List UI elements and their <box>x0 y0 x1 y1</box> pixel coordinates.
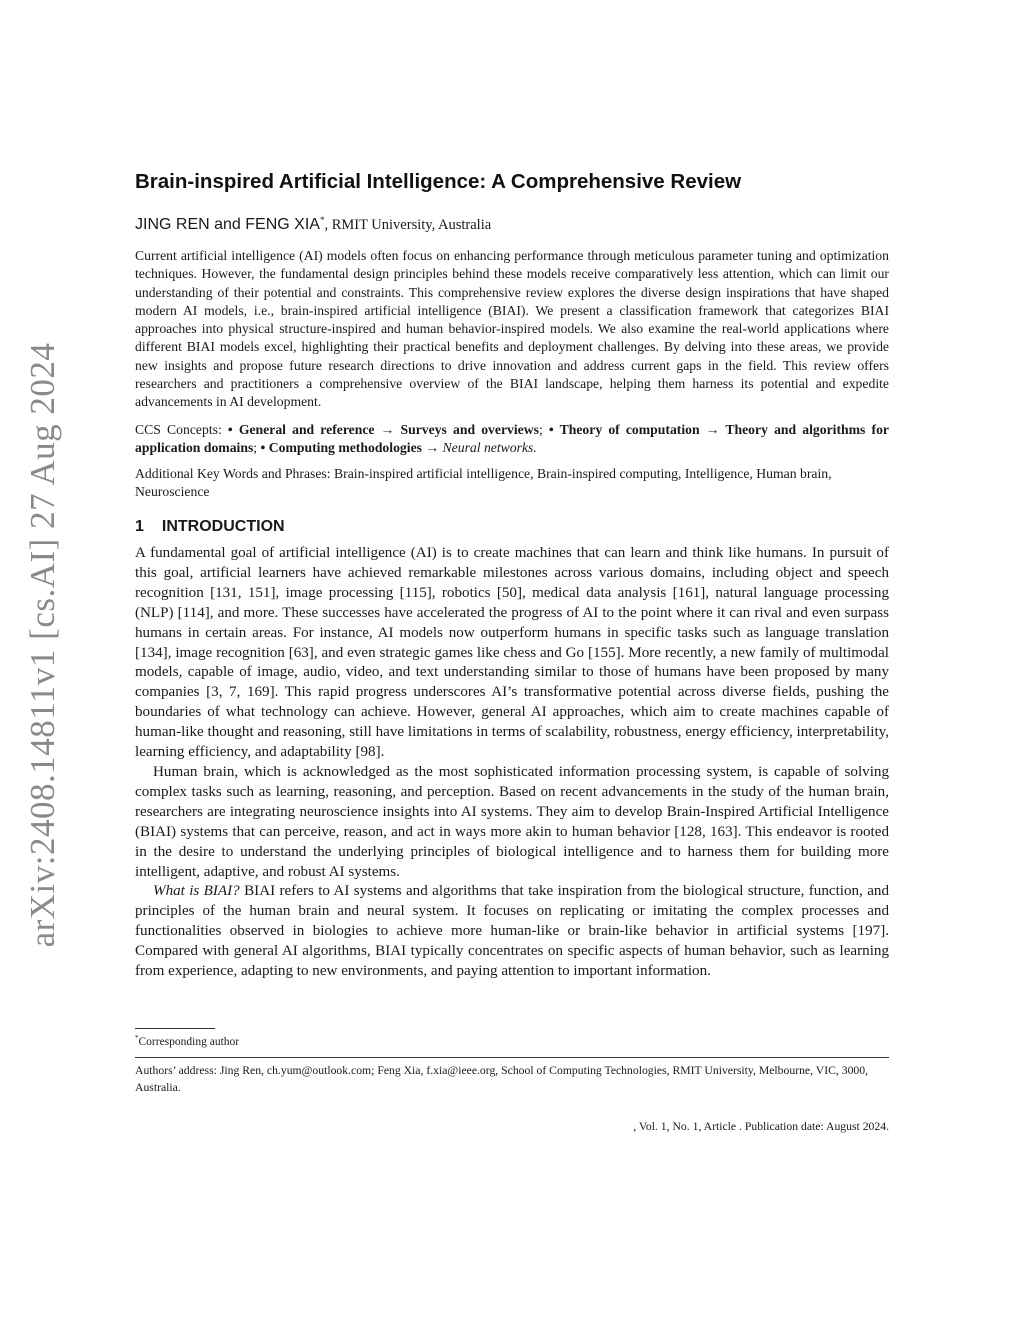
corresponding-mark: * <box>319 215 325 225</box>
author-line <box>135 215 889 234</box>
intro-paragraph-3-text: BIAI refers to AI systems and algorithms that take inspiration from the biological structure, function, and principles of the human brain and neural system. It focuses on replicating or imitating the complex processes and functionalities observed in biologies to achieve more human-like or brain-like behavior in artificial systems [197]. Compared with general AI algorithms, BIAI typically concentrates on specific aspects of human behavior, such as learning from experience, adapting to new environments, and paying attention to important information. <box>135 883 889 980</box>
arxiv-stamp <box>18 342 68 948</box>
ccs-arrow: → <box>374 422 401 437</box>
ccs-separator: ; <box>538 422 549 437</box>
address-rule <box>135 1057 889 1058</box>
ccs-label: CCS Concepts: <box>135 422 228 437</box>
ccs-subconcept-2: Theory and algorithms for application domains <box>135 422 890 456</box>
ccs-concept-2: Theory of computation <box>559 422 700 437</box>
authors-address: Authors’ address: Jing Ren, ch.yum@outlook.com; Feng Xia, f.xia@ieee.org, School of Computing Technologies, RMIT University, Melbourne, VIC, 3000, Australia. <box>135 1064 869 1094</box>
keywords-label: Additional Key Words and Phrases: <box>135 466 334 481</box>
section-title: INTRODUCTION <box>161 518 285 535</box>
section-heading <box>135 518 889 536</box>
section-number: 1 <box>135 518 144 535</box>
ccs-arrow: → <box>699 422 726 437</box>
footnote <box>135 1034 889 1048</box>
introduction-body <box>135 544 889 982</box>
author-affiliation: , RMIT University, Australia <box>324 217 492 234</box>
ccs-bullet: • <box>260 440 269 456</box>
paper-title: Brain-inspired Artificial Intelligence: A Comprehensive Review <box>135 170 742 193</box>
keywords-text: Brain-inspired artificial intelligence, Brain-inspired computing, Intelligence, Human brain, Neuroscience <box>135 466 832 500</box>
ccs-separator: ; <box>253 440 261 456</box>
ccs-arrow: → <box>421 440 443 456</box>
ccs-concept-3: Computing methodologies <box>268 440 422 456</box>
author-names: JING REN and FENG XIA <box>135 216 320 234</box>
arxiv-stamp-text: arXiv:2408.14811v1 [cs.AI] 27 Aug 2024 <box>23 342 62 948</box>
footnote-rule <box>135 1028 215 1029</box>
ccs-concepts <box>135 421 889 458</box>
ccs-subconcept-1: Surveys and overviews <box>400 422 539 437</box>
ccs-subconcept-3: Neural networks. <box>442 440 537 456</box>
paragraph-lead-in: What is BIAI? <box>153 883 240 900</box>
ccs-bullet: • <box>227 422 239 437</box>
intro-paragraph-1: A fundamental goal of artificial intelligence (AI) is to create machines that can learn and think like humans. In pursuit of this goal, artificial learners have achieved remarkable milestones across various domains, including object and speech recognition [131, 151], image processing [115], robotics [50], medical data analysis [161], natural language processing (NLP) [114], and more. These successes have accelerated the progress of AI to the point where it can rival and even surpass humans in certain areas. For instance, AI models now outperform humans in specific tasks such as language translation [134], image recognition [63], and even strategic games like chess and Go [155]. More recently, a new family of multimodal models, capable of image, audio, video, and text understanding similar to those of humans have been proposed by many companies [3, 7, 169]. This rapid progress underscores AI’s transformative potential across diverse fields, pushing the boundaries of what technology can achieve. However, general AI approaches, which aim to create machines capable of human-like thought and reasoning, still have limitations in terms of scalability, robustness, energy efficiency, interpretability, learning efficiency, and adaptability [98]. <box>135 545 889 761</box>
intro-paragraph-3 <box>135 882 889 982</box>
ccs-concept-1: General and reference <box>238 422 375 437</box>
ccs-bullet: • <box>548 422 560 437</box>
keywords <box>135 465 889 502</box>
footnote-text: Corresponding author <box>138 1035 240 1048</box>
footnote-mark: * <box>135 1034 139 1042</box>
publication-info: , Vol. 1, No. 1, Article . Publication date: August 2024. <box>633 1120 889 1133</box>
intro-paragraph-2: Human brain, which is acknowledged as the most sophisticated information processing system, is capable of solving complex tasks such as learning, reasoning, and perception. Based on recent advancements in the study of the human brain, researchers are integrating neuroscience insights into AI systems. They aim to develop Brain-Inspired Artificial Intelligence (BIAI) systems that can perceive, reason, and act in ways more akin to human behavior [128, 163]. This endeavor is rooted in the desire to understand the underlying principles of biological intelligence and to harness them for building more intelligent, adaptive, and robust AI systems. <box>135 763 889 880</box>
abstract: Current artificial intelligence (AI) models often focus on enhancing performance through meticulous parameter tuning and optimization techniques. However, the fundamental design principles behind these models receive comparatively less attention, which can limit our understanding of their potential and constraints. This comprehensive review explores the diverse design inspirations that have shaped modern AI models, i.e., brain-inspired artificial intelligence (BIAI). We present a classification framework that categorizes BIAI approaches into physical structure-inspired and human behavior-inspired models. We also examine the real-world applications where different BIAI models excel, highlighting their practical benefits and deployment challenges. By delving into these areas, we provide new insights and propose future research directions to drive innovation and address current gaps in the field. This review offers researchers and practitioners a comprehensive overview of the BIAI landscape, helping them harness its potential and expedite advancements in AI development. <box>135 248 889 410</box>
